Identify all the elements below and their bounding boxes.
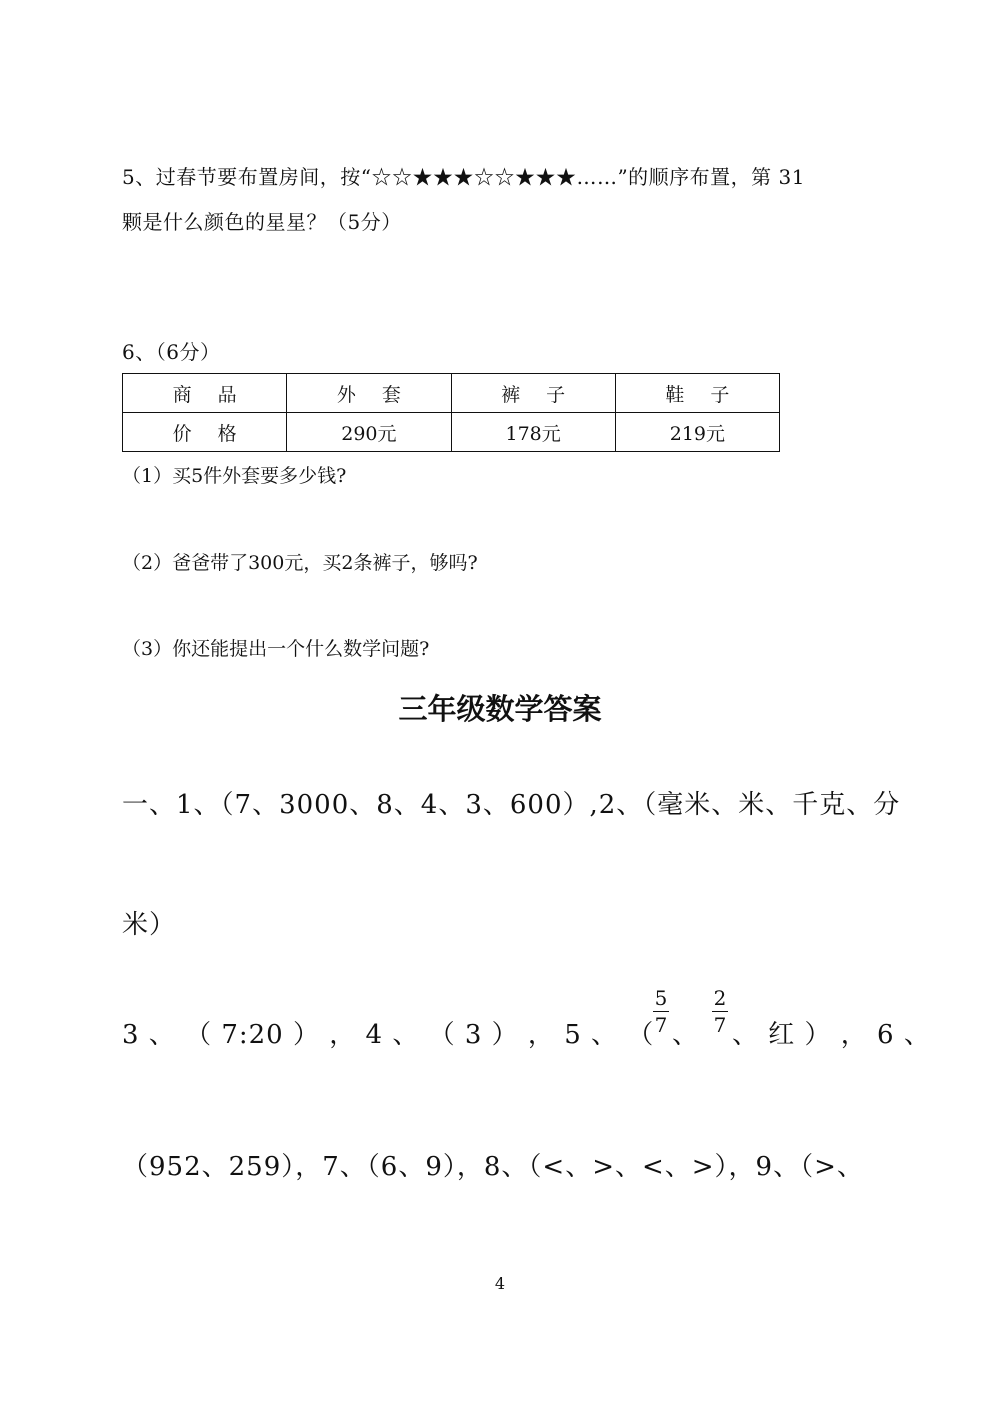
- answer-separator: 、: [672, 1020, 700, 1050]
- fraction-numerator: 2: [713, 986, 727, 1010]
- table-cell: 商品: [123, 374, 287, 413]
- table-header-row: [123, 374, 780, 413]
- table-cell: 178元: [451, 413, 615, 452]
- fraction-denominator: 7: [654, 1013, 668, 1037]
- table-cell: 290元: [287, 413, 451, 452]
- answer-line-2: 米）: [122, 910, 177, 940]
- table-cell: 鞋子: [615, 374, 779, 413]
- price-table: [122, 373, 780, 452]
- table-row: [123, 413, 780, 452]
- fraction-5-7: [653, 988, 669, 1035]
- q6-sub2: （2）爸爸带了300元，买2条裤子，够吗?: [122, 552, 478, 574]
- table-cell: 外套: [287, 374, 451, 413]
- answer-line-1: 一、1、（7、3000、8、4、3、600）,2、（毫米、米、千克、分: [122, 790, 901, 820]
- fraction-denominator: 7: [713, 1013, 727, 1037]
- q5-line2: 颗是什么颜色的星星？（5分）: [122, 210, 402, 234]
- fraction-2-7: [712, 988, 728, 1035]
- fraction-bar: [712, 1011, 728, 1012]
- answer-line-4: （952、259），7、（6、9），8、（<、>、<、>），9、（>、: [122, 1152, 864, 1182]
- q6-sub1: （1）买5件外套要多少钱?: [122, 465, 347, 487]
- q6-sub3: （3）你还能提出一个什么数学问题?: [122, 638, 430, 660]
- answers-title: 三年级数学答案: [398, 692, 602, 726]
- table-cell: 裤子: [451, 374, 615, 413]
- answer-line-3-start: 3 、 （ 7:20 ） ， 4 、 （ 3 ） ， 5 、 （: [122, 1020, 655, 1050]
- fraction-numerator: 5: [654, 986, 668, 1010]
- page-number: 4: [494, 1274, 506, 1293]
- answer-line-3-end: 、 红 ） ， 6 、: [732, 1020, 931, 1050]
- table-cell: 价格: [123, 413, 287, 452]
- q6-heading: 6、（6分）: [122, 340, 221, 364]
- q5-line1: 5、过春节要布置房间，按“☆☆★★★☆☆★★★……”的顺序布置，第 31: [122, 165, 805, 189]
- table-cell: 219元: [615, 413, 779, 452]
- fraction-bar: [653, 1011, 669, 1012]
